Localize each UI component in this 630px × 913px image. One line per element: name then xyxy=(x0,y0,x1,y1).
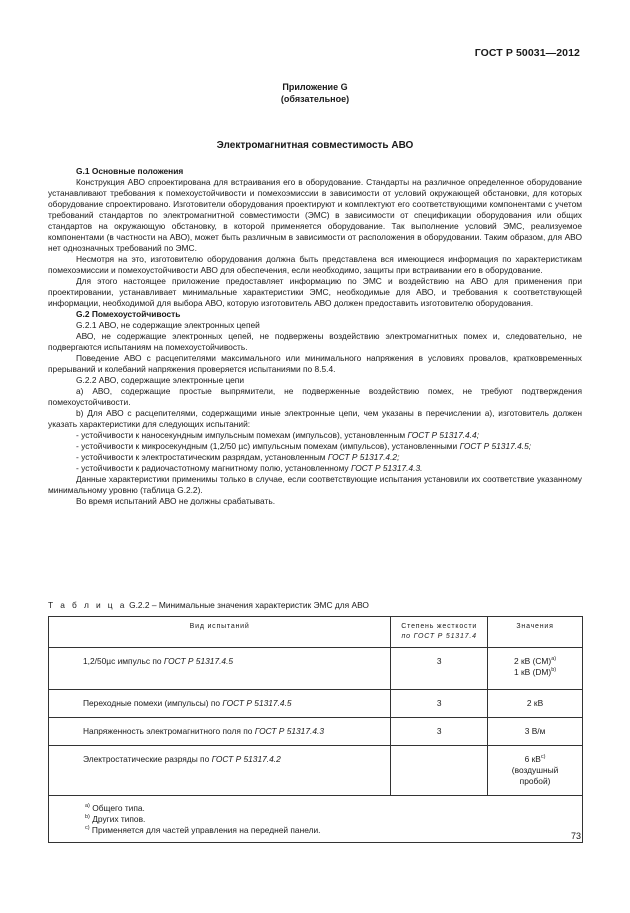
cell-severity: 3 xyxy=(391,718,488,746)
cell-test-type: 1,2/50µс импульс по ГОСТ Р 51317.4.5 xyxy=(49,648,391,690)
paragraph: Для этого настоящее приложение предоставляет информацию по ЭМС и воздействию на АВО для применения при проектировании, устанавливает минимальные характеристики ЭМС, необходимые для АВО, и требования к соответствующей информации, необходимой для выбора АВО, которую изготовитель АВО должен предоставить изготовителю оборудования. xyxy=(48,276,582,308)
cell-test-type: Переходные помехи (импульсы) по ГОСТ Р 51317.4.5 xyxy=(49,690,391,718)
dash-item: - устойчивости к электростатическим разрядам, установленным ГОСТ Р 51317.4.2; xyxy=(76,452,400,462)
cell-value: 2 кВ (CM)$^{a)}$ 1 кВ (DM)$^{b)}$ xyxy=(488,648,583,690)
standard-ref: ГОСТ Р 51317.4.5; xyxy=(459,441,532,451)
table-notes-row xyxy=(49,796,583,843)
table-row xyxy=(49,746,583,796)
paragraph: Данные характеристики применимы только в случае, если соответствующие испытания установили их соответствие указанному минимальному уровню (таблица G.2.2). xyxy=(48,474,582,495)
standard-code: ГОСТ Р 50031—2012 xyxy=(474,47,580,59)
standard-ref: ГОСТ Р 51317.4.2; xyxy=(327,452,400,462)
table-note: $^{b)}$ Других типов. xyxy=(85,814,146,824)
body-text xyxy=(48,166,582,507)
list-item: a) АВО, содержащие простые выпрямители, не подверженные воздействию помех, не требуют подтверждения помехоустойчивости. xyxy=(48,386,582,407)
page-number: 73 xyxy=(570,831,581,841)
paragraph: Во время испытаний АВО не должны срабатывать. xyxy=(76,496,276,506)
cell-severity: 3 xyxy=(391,690,488,718)
cell-value: 2 кВ xyxy=(488,690,583,718)
paragraph: Несмотря на это, изготовителю оборудования должна быть представлена вся имеющиеся информация по характеристикам помехоэмиссии и помехоустойчивости АВО для обеспечения, если необходимо, защиты при встраивании его в оборудование. xyxy=(48,254,582,275)
cell-value: 6 $кВ^{c)}$ (воздушный пробой) xyxy=(488,746,583,796)
dash-item: - устойчивости к радиочастотному магнитному полю, установленному ГОСТ Р 51317.4.3. xyxy=(76,463,423,473)
table-header-row xyxy=(49,617,583,648)
table-note: $^{c)}$ Применяется для частей управления на передней панели. xyxy=(85,825,321,835)
header-severity: Степень жесткости по ГОСТ Р 51317.4 xyxy=(391,617,488,648)
subsection-title: G.2.2 АВО, содержащие электронные цепи xyxy=(76,375,245,385)
annex-title: Приложение G xyxy=(282,82,348,92)
cell-value: 3 В/м xyxy=(488,718,583,746)
section-heading-g2: G.2 Помехоустойчивость xyxy=(76,309,181,319)
table-row xyxy=(49,690,583,718)
table-caption: Т а б л и ц а G.2.2 – Минимальные значения характеристик ЭМС для АВО xyxy=(48,600,369,610)
paragraph: Конструкция АВО спроектирована для встраивания его в оборудование. Стандарты на различное определенное оборудование устанавливают требования к помехоустойчивости и помехоэмиссии в зависимости от условий окружающей обстановки, для которых оборудование спроектировано. Изготовители оборудования проектируют и комплектуют его соответствующими компонентами с учетом требований стандартов по электромагнитной совместимости (ЭМС) в зависимости от спецификации оборудования или общих стандартов на окружающую обстановку, в которой применяется оборудование. Так выполнение условий ЭМС, реализуемое компонентами (в частности на АВО), может быть различным в зависимости от расположения в оборудовании. Таким образом, для АВО нет однозначных требований по ЭМС. xyxy=(48,177,582,253)
dash-item: - устойчивости к наносекундным импульсным помехам (импульсов), установленным ГОСТ Р 51317.4.4; xyxy=(76,430,480,440)
cell-test-type: Электростатические разряды по ГОСТ Р 51317.4.2 xyxy=(49,746,391,796)
table-row xyxy=(49,648,583,690)
table-note: $^{a)}$ Общего типа. xyxy=(85,803,145,813)
paragraph: АВО, не содержащие электронных цепей, не подвержены воздействию электромагнитных помех и, следовательно, не подвергаются испытаниям на помехоустойчивость. xyxy=(48,331,582,352)
list-item: b) Для АВО с расцепителями, содержащими иные электронные цепи, чем указаны в перечислении а), изготовитель должен указать характеристики для следующих испытаний: xyxy=(48,408,582,429)
cell-severity xyxy=(391,746,488,796)
cell-test-type: Напряженность электромагнитного поля по ГОСТ Р 51317.4.3 xyxy=(49,718,391,746)
section-heading-g1: G.1 Основные положения xyxy=(76,166,184,176)
standard-ref: ГОСТ Р 51317.4.3. xyxy=(350,463,423,473)
subsection-title: G.2.1 АВО, не содержащие электронных цепей xyxy=(76,320,260,330)
table-row xyxy=(49,718,583,746)
annex-heading: Электромагнитная совместимость АВО xyxy=(216,140,414,151)
header-test-type: Вид испытаний xyxy=(49,617,391,648)
cell-severity: 3 xyxy=(391,648,488,690)
annex-subtitle: (обязательное) xyxy=(280,94,350,104)
ems-table xyxy=(48,616,583,843)
standard-ref: ГОСТ Р 51317.4.4; xyxy=(407,430,480,440)
dash-item: - устойчивости к микросекундным (1,2/50 µс) импульсным помехам (импульсов), установленными ГОСТ Р 51317.4.5; xyxy=(76,441,532,451)
paragraph: Поведение АВО с расцепителями максимального или минимального напряжения в условиях провалов, кратковременных прерываний и колебаний напряжения проверяется испытаниями по 8.5.4. xyxy=(48,353,582,374)
table-notes xyxy=(49,796,583,843)
header-value: Значения xyxy=(488,617,583,648)
